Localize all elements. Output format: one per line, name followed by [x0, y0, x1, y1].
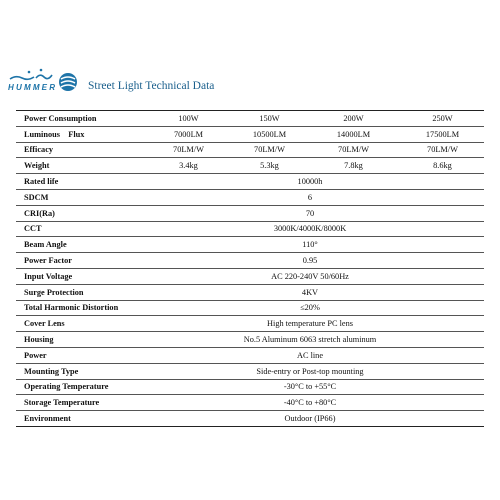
spec-label: Power Consumption [24, 113, 97, 123]
spec-value: 5.3kg [260, 161, 279, 171]
spec-value: 70LM/W [254, 145, 285, 155]
spec-value: 0.95 [302, 256, 318, 266]
spec-label: Surge Protection [24, 287, 84, 297]
spec-value: 200W [343, 113, 364, 123]
spec-value: 3.4kg [179, 161, 198, 171]
spec-value: Side-entry or Post-top mounting [256, 366, 364, 376]
spec-label: Cover Lens [24, 319, 65, 329]
table-row [16, 395, 484, 411]
spec-value: 70LM/W [173, 145, 204, 155]
spec-value: AC line [296, 350, 324, 360]
spec-label: Environment [24, 414, 71, 424]
logo-wordmark: HUMMER [8, 83, 58, 92]
spec-label: Power [24, 350, 47, 360]
table-row [16, 284, 484, 300]
spec-label: Weight [24, 161, 50, 171]
spec-value: 70 [305, 208, 315, 218]
spec-value: 3000K/4000K/8000K [273, 224, 347, 234]
spec-label: Rated life [24, 177, 59, 187]
hummer-logo-icon [8, 66, 78, 98]
spec-label: CCT [24, 224, 42, 234]
spec-label: CRI(Ra) [24, 208, 55, 218]
table-row [16, 253, 484, 269]
spec-value: 4KV [301, 287, 319, 297]
spec-value: 14000LM [336, 129, 371, 139]
table-row [16, 316, 484, 332]
table-row [16, 189, 484, 205]
table-row [16, 379, 484, 395]
document-title: Street Light Technical Data [88, 80, 215, 92]
spec-label: Input Voltage [24, 271, 73, 281]
spec-label: SDCM [24, 192, 49, 202]
technical-data-table [16, 110, 484, 427]
table-row [16, 142, 484, 158]
table-row [16, 126, 484, 142]
spec-value: 250W [432, 113, 453, 123]
table-row [16, 347, 484, 363]
table-row [16, 174, 484, 190]
spec-value: 100W [178, 113, 199, 123]
table-row [16, 221, 484, 237]
table-row [16, 237, 484, 253]
table-row [16, 205, 484, 221]
spec-value: 8.6kg [433, 161, 452, 171]
table-row [16, 268, 484, 284]
spec-value: 150W [259, 113, 280, 123]
spec-value: 17500LM [425, 129, 460, 139]
spec-value: 7.8kg [344, 161, 363, 171]
spec-value: 110° [302, 240, 318, 250]
spec-value: ≤20% [300, 303, 320, 313]
spec-label: Efficacy [24, 145, 54, 155]
table-row [16, 158, 484, 174]
spec-value: 10500LM [252, 129, 287, 139]
spec-label: Total Harmonic Distortion [24, 303, 119, 313]
spec-value: High temperature PC lens [267, 319, 353, 329]
spec-value: 70LM/W [338, 145, 369, 155]
table-row [16, 363, 484, 379]
table-row [16, 332, 484, 348]
spec-label: Mounting Type [24, 366, 79, 376]
spec-label: Storage Temperature [24, 398, 100, 408]
spec-value: Outdoor (IP66) [284, 414, 336, 424]
spec-value: -30°C to +55°C [283, 382, 337, 392]
document-header [8, 66, 488, 106]
spec-label: Luminous Flux [24, 129, 85, 139]
spec-value: 7000LM [173, 129, 204, 139]
table-row [16, 300, 484, 316]
table-row [16, 111, 484, 127]
table-row [16, 411, 484, 427]
spec-value: AC 220-240V 50/60Hz [271, 271, 349, 281]
spec-label: Beam Angle [24, 240, 67, 250]
spec-label: Power Factor [24, 256, 72, 266]
spec-value: No.5 Aluminum 6063 stretch aluminum [243, 335, 377, 345]
spec-value: 6 [307, 192, 313, 202]
spec-value: 10000h [297, 177, 323, 187]
spec-value: -40°C to +80°C [283, 398, 337, 408]
spec-value: 70LM/W [427, 145, 458, 155]
spec-label: Housing [24, 335, 54, 345]
spec-label: Operating Temperature [24, 382, 109, 392]
